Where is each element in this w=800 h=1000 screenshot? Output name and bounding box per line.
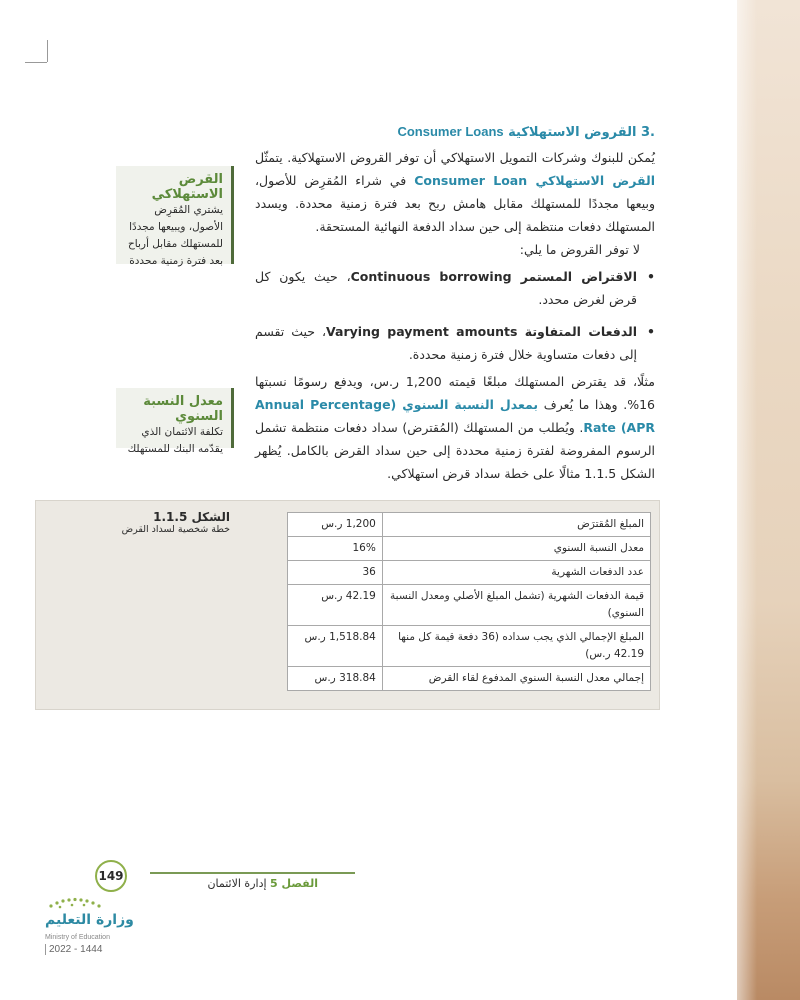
- paragraph-text: مثلًا، قد يقترض المستهلك مبلغًا قيمته 1,200 ر.س، ويدفع رسومًا نسبتها 16%. وهذا ما يُعرف: [255, 374, 656, 412]
- paragraph-text: . ويُطلب من المستهلك (المُقترض) سداد دفعات منتظمة تشمل الرسوم المفروضة لفترة زمنية محددة إلى حين سداد القرض بالكامل. يُظهر الشكل 1.1.5 مثالًا على خطة سداد قرض استهلاكي.: [255, 420, 655, 481]
- table-cell-value: 1,200 ر.س: [288, 513, 383, 537]
- side-note-title: القرض الاستهلاكي: [151, 172, 223, 202]
- table-cell-value: 36: [288, 561, 383, 585]
- paragraph-text: في شراء المُقرِض للأصول، وبيعها مجددًا للمستهلك مقابل هامش ربح بعد فترة زمنية محددة. ويسدد المستهلك دفعات منتظمة إلى حين سداد الدفعة النهائية المستحقة.: [255, 173, 655, 234]
- bullet-dot: •: [647, 324, 655, 339]
- bullet-item: [255, 265, 655, 311]
- table-cell-label: عدد الدفعات الشهرية: [382, 561, 650, 585]
- bullet-item: [255, 320, 655, 366]
- section-title: [255, 124, 655, 140]
- figure-label: [40, 510, 230, 535]
- section-number: .3: [641, 125, 655, 140]
- footer-divider: [150, 872, 355, 874]
- side-note-apr: [116, 388, 234, 455]
- paragraph-example: [255, 370, 655, 485]
- crop-mark: [47, 40, 48, 62]
- table-cell-label: قيمة الدفعات الشهرية (تشمل المبلغ الأصلي ومعدل النسبة السنوي): [382, 585, 650, 626]
- table-row: [288, 626, 651, 667]
- paragraph-text: يُمكن للبنوك وشركات التمويل الاستهلاكي أن توفر القروض الاستهلاكية. يتمثّل: [255, 150, 655, 165]
- term-apr: بمعدل النسبة السنوي (Annual Percentage Rate (APR: [255, 397, 655, 435]
- figure-caption: خطة شخصية لسداد القرض: [121, 524, 230, 535]
- loan-table: [287, 512, 651, 691]
- section-title-en: Consumer Loans: [397, 124, 504, 139]
- side-note-text: يشتري المُقرِض الأصول، ويبيعها مجددًا للمستهلك مقابل أرباح بعد فترة زمنية محددة: [127, 204, 223, 267]
- side-note-title: معدل النسبة السنوي: [143, 394, 223, 424]
- ministry-name-ar: وزارة التعليم: [45, 912, 134, 928]
- edition-year: 2022 - 1444: [45, 944, 102, 955]
- chapter-title: إدارة الائتمان: [207, 877, 267, 890]
- bullet-term: الدفعات المتفاوتة Varying payment amounts: [326, 324, 638, 339]
- list-intro-text: لا توفر القروض ما يلي:: [519, 242, 640, 257]
- section-title-ar: القروض الاستهلاكية: [508, 125, 637, 140]
- table-cell-value: 16%: [288, 537, 383, 561]
- term-consumer-loan: القرض الاستهلاكي Consumer Loan: [414, 173, 656, 188]
- bullet-text: ، حيث تقسم إلى دفعات متساوية خلال فترة زمنية محددة.: [255, 324, 637, 362]
- table-cell-label: إجمالي معدل النسبة السنوي المدفوع لقاء القرض: [382, 667, 650, 691]
- table-cell-label: معدل النسبة السنوي: [382, 537, 650, 561]
- table-row: [288, 537, 651, 561]
- chapter-label: الفصل 5: [270, 877, 318, 890]
- ministry-logo-dots-icon: [45, 896, 145, 910]
- chapter-info: [128, 877, 318, 890]
- list-intro: [255, 238, 640, 261]
- table-cell-label: المبلغ الإجمالي الذي يجب سداده (36 دفعة قيمة كل منها 42.19 ر.س): [382, 626, 650, 667]
- side-note-text: تكلفة الائتمان الذي يقدّمه البنك للمستهلك: [127, 426, 223, 455]
- table-cell-label: المبلغ المُقترَض: [382, 513, 650, 537]
- ministry-name-en: Ministry of Education: [45, 934, 110, 941]
- decorative-photo-strip: [737, 0, 800, 1000]
- side-note-consumer-loan: [116, 166, 234, 267]
- paragraph-intro: [255, 146, 655, 238]
- table-row: [288, 585, 651, 626]
- bullet-dot: •: [647, 269, 655, 284]
- table-cell-value: 318.84 ر.س: [288, 667, 383, 691]
- table-row: [288, 513, 651, 537]
- table-row: [288, 561, 651, 585]
- crop-mark: [25, 62, 47, 63]
- bullet-term: الاقتراض المستمر Continuous borrowing: [350, 269, 638, 284]
- table-cell-value: 1,518.84 ر.س: [288, 626, 383, 667]
- table-cell-value: 42.19 ر.س: [288, 585, 383, 626]
- figure-number: الشكل 1.1.5: [153, 510, 230, 524]
- table-row: [288, 667, 651, 691]
- bullet-text: ، حيث يكون كل قرض لغرض محدد.: [255, 269, 637, 307]
- page-number: 149: [95, 860, 127, 892]
